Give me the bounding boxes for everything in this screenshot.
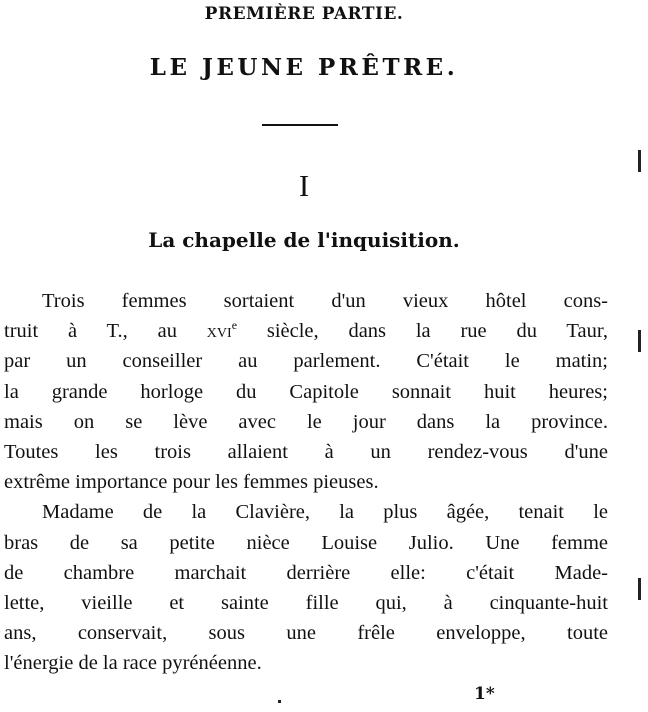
text-line: bras de sa petite nièce Louise Julio. Une femme <box>4 531 608 554</box>
text-line: mais on se lève avec le jour dans la province. <box>4 410 608 433</box>
margin-speck <box>278 700 281 703</box>
body-text <box>4 286 608 678</box>
chapter-number: I <box>298 168 310 203</box>
text-line: par un conseiller au parlement. C'était le matin; <box>4 350 608 373</box>
signature-mark: 1* <box>474 684 495 704</box>
text-line: ans, conservait, sous une frêle enveloppe, toute <box>4 622 608 645</box>
part-title: PREMIÈRE PARTIE. <box>204 4 404 24</box>
text-line: l'énergie de la race pyrénéenne. <box>4 652 262 675</box>
text-line: la grande horloge du Capitole sonnait huit heures; <box>4 380 608 403</box>
separator-rule <box>262 124 338 126</box>
margin-speck <box>638 150 641 172</box>
text-line: extrême importance pour les femmes pieuses. <box>4 471 379 494</box>
margin-speck <box>638 330 641 352</box>
text-line: Toutes les trois allaient à un rendez-vous d'une <box>4 440 608 463</box>
text-line: Madame de la Clavière, la plus âgée, tenait le <box>42 501 608 524</box>
text-line: Trois femmes sortaient d'un vieux hôtel cons- <box>42 290 608 312</box>
text-line: lette, vieille et sainte fille qui, à cinquante-huit <box>4 591 608 614</box>
paragraph-1 <box>4 286 608 497</box>
book-title: LE JEUNE PRÊTRE. <box>149 54 459 81</box>
text-line: truit à T., au xvi$^e$ siècle, dans la rue du Taur, <box>4 318 608 343</box>
paragraph-2 <box>4 497 608 678</box>
text-line: de chambre marchait derrière elle: c'était Made- <box>4 561 608 584</box>
chapter-title: La chapelle de l'inquisition. <box>148 228 460 252</box>
margin-speck <box>638 578 641 600</box>
